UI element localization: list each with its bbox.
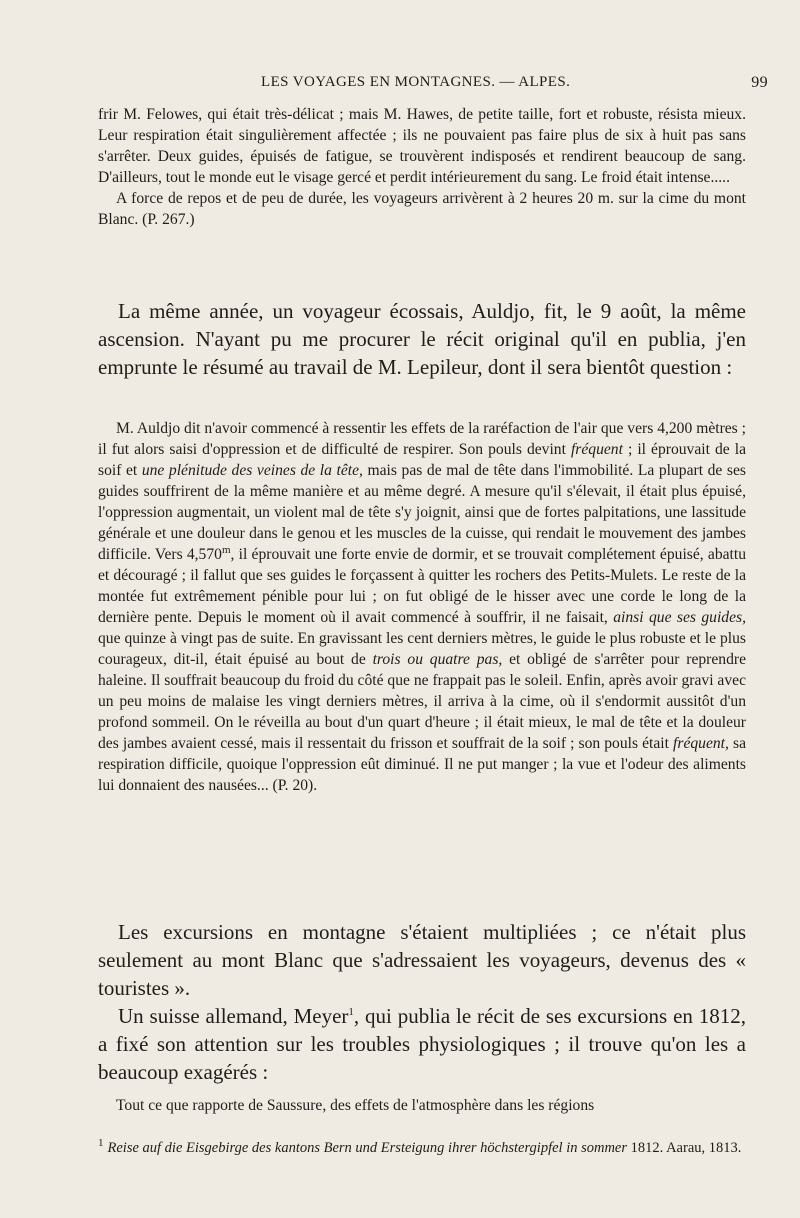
footnote [98, 1134, 746, 1158]
quote-paragraph: A force de repos et de peu de durée, les voyageurs arrivèrent à 2 heures 20 m. sur la cime du mont Blanc. (P. 267.) [98, 190, 746, 228]
footnote-mark: 1 [98, 1137, 104, 1149]
body-paragraph-auldjo [98, 297, 746, 381]
footnote-publication: 1812. Aarau, 1813. [627, 1139, 742, 1156]
body-paragraph: Les excursions en montagne s'étaient multipliées ; ce n'était plus seulement au mont Blanc que s'adressaient les voyageurs, devenus des « touristes ». [98, 920, 746, 1000]
footnote-title: Reise auf die Eisgebirge des kantons Bern und Ersteigung ihrer höchstergipfel in sommer [107, 1139, 628, 1156]
quote-paragraph: Tout ce que rapporte de Saussure, des effets de l'atmosphère dans les régions [116, 1097, 595, 1114]
italic-text: fréquent [570, 441, 623, 458]
quote-paragraph: M. Auldjo dit n'avoir commencé à ressentir les effets de la raréfaction de l'air que vers 4,200 mètres ; il fut alors saisi d'oppression et de difficulté de respirer. Son pouls devint fréquent ; il éprouvait de la soif et une plénitude des veines de la tête, mais pas de mal de tête dans l'immobilité. La plupart de ses guides souffrirent de la même manière et au même degré. A mesure qu'il s'élevait, il était plus épuisé, l'oppression augmentait, un violent mal de tête s'y joignit, ainsi que de fortes palpitations, une lassitude générale et une douleur dans le genou et les muscles de la cuisse, qui rendait le mouvement des jambes difficile. Vers 4,570$^m$, il éprouvait une forte envie de dormir, et se trouvait complétement épuisé, abattu et découragé ; il fallut que ses guides le forçassent à quitter les rochers des Petits-Mulets. Le reste de la montée fut extrêmement pénible pour lui ; on fut obligé de le hisser avec une corde le long de la dernière pente. Depuis le moment où il avait commencé à souffrir, il ne faisait, ainsi que ses guides, que quinze à vingt pas de suite. En gravissant les cent derniers mètres, le guide le plus robuste et le plus courageux, dit-il, était épuisé au bout de trois ou quatre pas, et obligé de s'arrêter pour reprendre haleine. Il souffrait beaucoup du froid du côté que ne frappait pas le soleil. Enfin, après avoir gravi avec un peu moins de malaise les vingt derniers mètres, il arriva à la cime, où il s'endormit aussitôt d'un profond sommeil. On le réveilla au bout d'un quart d'heure ; il était mieux, le mal de tête et la douleur des jambes avaient cessé, mais il ressentait du frisson et souffrait de la soif ; son pouls était fréquent, sa respiration difficile, quoique l'oppression eût diminué. Il ne put manger ; la vue et l'odeur des aliments lui donnaient des nausées... (P. 20). [98, 420, 746, 794]
italic-text: ainsi que ses guides, [613, 609, 746, 626]
body-paragraph: La même année, un voyageur écossais, Auldjo, fit, le 9 août, la même ascension. N'ayant pu me procurer le récit original qu'il en publia, j'en emprunte le résumé au travail de M. Lepileur, dont il sera bientôt question : [98, 299, 746, 379]
italic-text: une plénitude des veines de la tête, [141, 462, 363, 479]
quoted-passage-saussure [98, 1095, 746, 1116]
quoted-passage-hawes [98, 104, 746, 230]
body-paragraph: Un suisse allemand, Meyer$^1$, qui publia le récit de ses excursions en 1812, a fixé son attention sur les troubles physiologiques ; il trouve qu'on les a beaucoup exagérés : [98, 1004, 746, 1084]
italic-text: trois ou quatre pas, [372, 651, 503, 668]
italic-text: fréquent, [673, 735, 729, 752]
page-number: 99 [751, 74, 768, 91]
quote-paragraph: frir M. Felowes, qui était très-délicat ; mais M. Hawes, de petite taille, fort et robuste, résista mieux. Leur respiration était singulièrement affectée ; ils ne pouvaient pas faire plus de six à huit pas sans s'arrêter. Deux guides, épuisés de fatigue, se trouvèrent indisposés et rendirent beaucoup de sang. D'ailleurs, tout le monde eut le visage gercé et perdit intérieurement du sang. Le froid était intense..... [98, 106, 746, 186]
footnote-reference: 1 [348, 1006, 354, 1018]
body-paragraphs-meyer [98, 918, 746, 1086]
running-title: LES VOYAGES EN MONTAGNES. — ALPES. [261, 74, 571, 90]
quoted-passage-auldjo [98, 418, 746, 796]
